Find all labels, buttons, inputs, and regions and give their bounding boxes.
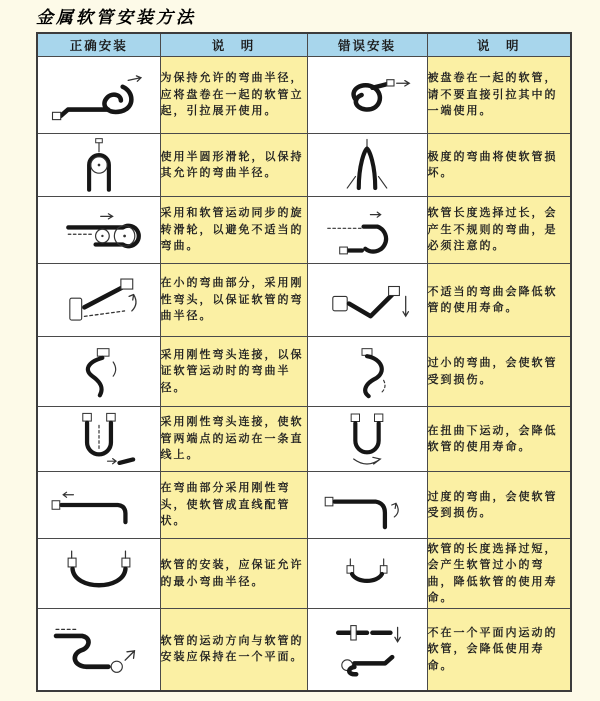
wrong-image-cell [307, 57, 427, 134]
correct-description: 在小的弯曲部分，采用刚性弯头，以保证软管的弯曲半径。 [160, 264, 307, 337]
u-loop-aligned-ends-icon [44, 410, 154, 468]
wrong-image-cell [307, 609, 427, 691]
too-short-taut-hose-icon [317, 544, 417, 604]
wrong-image-cell [307, 337, 427, 407]
wrong-description: 被盘卷在一起的软管，请不要直接引拉其中的一端使用。 [427, 57, 571, 134]
correct-description: 使用半圆形滑轮，以保持其允许的弯曲半径。 [160, 134, 307, 197]
wrong-description: 软管的长度选择过短，会产生软管过小的弯曲，降低软管的使用寿命。 [427, 539, 571, 609]
correct-image-cell [37, 57, 160, 134]
correct-image-cell [37, 264, 160, 337]
single-plane-trap-icon [43, 614, 155, 684]
wrong-description: 不在一个平面内运动的软管，会降低使用寿命。 [427, 609, 571, 691]
header-correct-description: 说 明 [160, 33, 307, 57]
table-row [37, 539, 571, 609]
correct-description: 采用刚性弯头连接，使软管两端点的运动在一条直线上。 [160, 407, 307, 472]
table-row [37, 609, 571, 691]
correct-image-cell [37, 337, 160, 407]
table-row [37, 472, 571, 539]
header-wrong-description: 说 明 [427, 33, 571, 57]
wrong-image-cell [307, 539, 427, 609]
installation-table [36, 32, 572, 692]
wrong-description: 过度的弯曲，会使软管受到损伤。 [427, 472, 571, 539]
rigid-elbow-s-curve-icon [49, 342, 149, 402]
sagging-minimum-radius-icon [43, 544, 155, 604]
header-wrong-install: 错误安装 [307, 33, 427, 57]
overlong-irregular-loop-icon [313, 201, 421, 259]
correct-description: 软管的运动方向与软管的安装应保持在一个平面。 [160, 609, 307, 691]
straight-run-rigid-elbow-icon [43, 476, 155, 534]
wrong-image-cell [307, 264, 427, 337]
out-of-plane-motion-icon [313, 614, 421, 684]
too-small-bend-hook-icon [317, 342, 417, 402]
table-row [37, 337, 571, 407]
wrong-image-cell [307, 407, 427, 472]
table-row [37, 57, 571, 134]
coil-end-pulled-icon [313, 64, 421, 126]
wrong-description: 在扭曲下运动，会降低软管的使用寿命。 [427, 407, 571, 472]
wrong-image-cell [307, 197, 427, 264]
correct-image-cell [37, 407, 160, 472]
extreme-fold-icon [317, 137, 417, 193]
rigid-elbow-small-bend-icon [43, 269, 155, 331]
u-loop-twisted-icon [317, 410, 417, 468]
header-row [37, 33, 571, 57]
page-title: 金属软管安装方法 [36, 8, 196, 28]
table-row [37, 134, 571, 197]
correct-image-cell [37, 539, 160, 609]
correct-image-cell [37, 472, 160, 539]
table-row [37, 197, 571, 264]
correct-description: 软管的安装，应保证允许的最小弯曲半径。 [160, 539, 307, 609]
overbent-l-hose-icon [313, 476, 421, 534]
wrong-description: 不适当的弯曲会降低软管的使用寿命。 [427, 264, 571, 337]
semicircular-pulley-icon [49, 137, 149, 193]
correct-image-cell [37, 609, 160, 691]
synchronized-rotating-pulley-icon [43, 201, 155, 259]
header-correct-install: 正确安装 [37, 33, 160, 57]
correct-description: 采用和软管运动同步的旋转滑轮，以避免不适当的弯曲。 [160, 197, 307, 264]
wrong-description: 极度的弯曲将使软管损坏。 [427, 134, 571, 197]
improper-bend-at-joint-icon [313, 269, 421, 331]
wrong-description: 过小的弯曲，会使软管受到损伤。 [427, 337, 571, 407]
correct-image-cell [37, 134, 160, 197]
correct-image-cell [37, 197, 160, 264]
standing-coil-unroll-icon [43, 64, 155, 126]
correct-description: 为保持允许的弯曲半径，应将盘卷在一起的软管立起，引拉展开使用。 [160, 57, 307, 134]
table-row [37, 264, 571, 337]
wrong-description: 软管长度选择过长，会产生不规则的弯曲，是必须注意的。 [427, 197, 571, 264]
wrong-image-cell [307, 472, 427, 539]
wrong-image-cell [307, 134, 427, 197]
correct-description: 采用刚性弯头连接，以保证软管运动时的弯曲半径。 [160, 337, 307, 407]
table-row [37, 407, 571, 472]
correct-description: 在弯曲部分采用刚性弯头，使软管成直线配管状。 [160, 472, 307, 539]
